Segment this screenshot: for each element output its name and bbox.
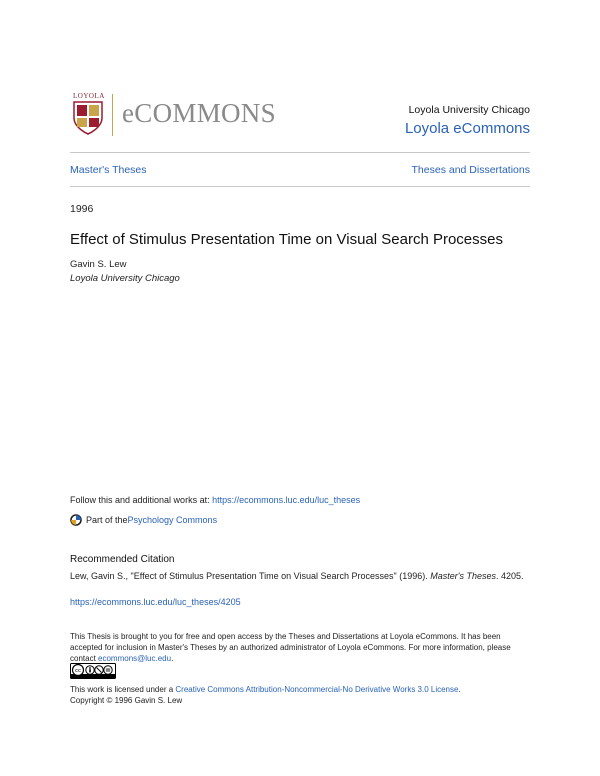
- header-divider: [70, 152, 530, 153]
- logo-divider: [112, 94, 113, 136]
- loyola-ecommons-logo[interactable]: [70, 92, 290, 138]
- author-affiliation: Loyola University Chicago: [70, 273, 180, 284]
- university-name: Loyola University Chicago: [408, 104, 530, 116]
- access-statement: [70, 631, 532, 664]
- author-name: Gavin S. Lew: [70, 259, 127, 270]
- contact-email-link[interactable]: ecommons@luc.edu: [98, 654, 172, 663]
- logo-loyola-word: LOYOLA: [73, 92, 105, 100]
- publication-year: 1996: [70, 203, 94, 215]
- part-of-line: [70, 514, 217, 526]
- license-statement: [70, 684, 540, 695]
- psychology-commons-link[interactable]: Psychology Commons: [127, 515, 218, 525]
- document-title: Effect of Stimulus Presentation Time on Visual Search Processes: [70, 231, 503, 248]
- loyola-seal-icon: [70, 92, 108, 138]
- license-end: .: [458, 685, 461, 694]
- citation-main: Lew, Gavin S., "Effect of Stimulus Presentation Time on Visual Search Processes" (1996).: [70, 571, 431, 581]
- follow-prefix: Follow this and additional works at:: [70, 495, 213, 505]
- access-text: This Thesis is brought to you for free and open access by the Theses and Dissertations at Loyola eCommons. It has been accepted for inclusion in Master's Theses by an authorized administrator of Loyola eCommons. For more information, please contact: [70, 632, 511, 663]
- follow-line: [70, 495, 360, 505]
- collection-link-theses-dissertations[interactable]: Theses and Dissertations: [411, 164, 530, 176]
- license-prefix: This work is licensed under a: [70, 685, 176, 694]
- logo-wordmark: eCOMMONS: [122, 98, 276, 128]
- recommended-citation-heading: Recommended Citation: [70, 554, 175, 565]
- collection-link-masters-theses[interactable]: Master's Theses: [70, 164, 147, 176]
- citation-text: [70, 570, 530, 582]
- license-link[interactable]: Creative Commons Attribution-Noncommercial-No Derivative Works 3.0 License: [175, 685, 459, 694]
- network-commons-icon: [70, 514, 82, 526]
- citation-series: Master's Theses: [430, 571, 496, 581]
- nav-divider: [70, 186, 530, 187]
- access-end: .: [171, 654, 174, 663]
- cc-by-nc-nd-badge-icon[interactable]: [70, 663, 116, 679]
- citation-url-link[interactable]: https://ecommons.luc.edu/luc_theses/4205: [70, 597, 241, 607]
- part-of-prefix: Part of the: [86, 515, 128, 525]
- repository-link[interactable]: Loyola eCommons: [404, 120, 530, 137]
- svg-text:cc: cc: [74, 668, 82, 675]
- citation-number: . 4205.: [495, 571, 524, 581]
- follow-url-link[interactable]: https://ecommons.luc.edu/luc_theses: [212, 495, 361, 505]
- copyright-notice: Copyright © 1996 Gavin S. Lew: [70, 696, 183, 705]
